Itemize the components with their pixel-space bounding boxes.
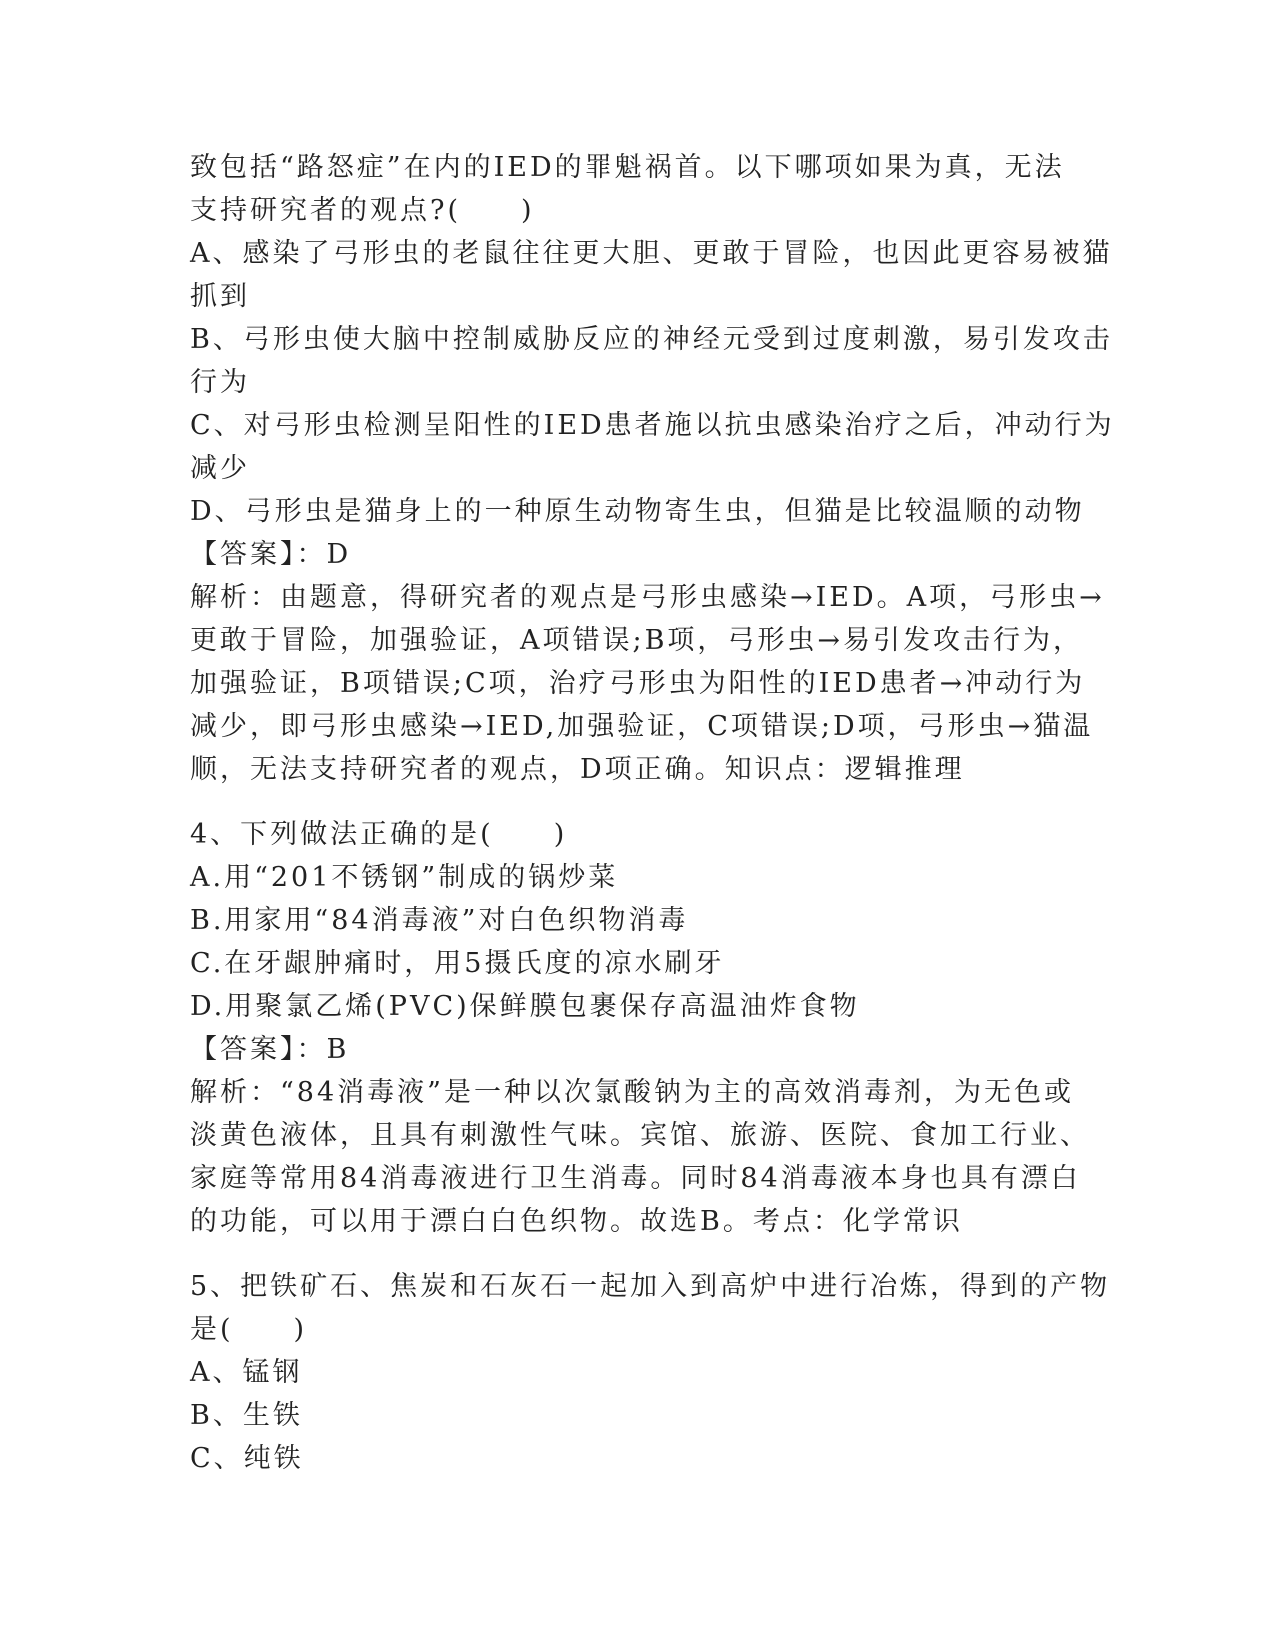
option-c: C.在牙龈肿痛时，用5摄氏度的凉水刷牙 [190, 948, 725, 979]
option-c: C、对弓形虫检测呈阳性的IED患者施以抗虫感染治疗之后，冲动行为 [190, 410, 1115, 441]
analysis-line: 顺，无法支持研究者的观点，D项正确。知识点：逻辑推理 [190, 754, 965, 785]
question-separator [190, 791, 1080, 813]
option-a-continued: 抓到 [190, 281, 250, 312]
question-stem-line: 是( ) [190, 1314, 308, 1345]
question-5 [190, 1265, 1111, 1480]
option-b-continued: 行为 [190, 367, 250, 398]
option-b: B.用家用“84消毒液”对白色织物消毒 [190, 905, 689, 936]
option-d: D、弓形虫是猫身上的一种原生动物寄生虫，但猫是比较温顺的动物 [190, 496, 1085, 527]
option-c-continued: 减少 [190, 453, 250, 484]
analysis-line: 家庭等常用84消毒液进行卫生消毒。同时84消毒液本身也具有漂白 [190, 1163, 1081, 1194]
analysis-line: 减少，即弓形虫感染→IED,加强验证，C项错误;D项，弓形虫→猫温 [190, 711, 1094, 742]
question-separator [190, 1243, 1080, 1265]
question-4 [190, 813, 1090, 1243]
question-stem: 4、下列做法正确的是( ) [190, 819, 568, 850]
option-a: A.用“201不锈钢”制成的锅炒菜 [190, 862, 619, 893]
analysis-line: 加强验证，B项错误;C项，治疗弓形虫为阳性的IED患者→冲动行为 [190, 668, 1086, 699]
option-d: D.用聚氯乙烯(PVC)保鲜膜包裹保存高温油炸食物 [190, 991, 860, 1022]
analysis-line: 解析：由题意，得研究者的观点是弓形虫感染→IED。A项，弓形虫→ [190, 582, 1105, 613]
option-b: B、生铁 [190, 1400, 303, 1431]
answer-label: 【答案】：D [190, 539, 352, 570]
question-stem-line: 支持研究者的观点?( ) [190, 195, 535, 226]
analysis-line: 的功能，可以用于漂白白色织物。故选B。考点：化学常识 [190, 1206, 963, 1237]
analysis-line: 解析：“84消毒液”是一种以次氯酸钠为主的高效消毒剂，为无色或 [190, 1077, 1074, 1108]
option-a: A、感染了弓形虫的老鼠往往更大胆、更敢于冒险，也因此更容易被猫 [190, 238, 1113, 269]
analysis-line: 淡黄色液体，且具有刺激性气味。宾馆、旅游、医院、食加工行业、 [190, 1120, 1090, 1151]
question-3-continued [190, 146, 1115, 791]
question-stem-line: 5、把铁矿石、焦炭和石灰石一起加入到高炉中进行冶炼，得到的产物 [190, 1271, 1111, 1302]
option-b: B、弓形虫使大脑中控制威胁反应的神经元受到过度刺激，易引发攻击 [190, 324, 1113, 355]
document-body [190, 146, 1115, 1480]
analysis-line: 更敢于冒险，加强验证，A项错误;B项，弓形虫→易引发攻击行为， [190, 625, 1084, 656]
option-a: A、锰钢 [190, 1357, 303, 1388]
question-stem-line: 致包括“路怒症”在内的IED的罪魁祸首。以下哪项如果为真，无法 [190, 152, 1065, 183]
answer-label: 【答案】：B [190, 1034, 350, 1065]
option-c: C、纯铁 [190, 1443, 304, 1474]
